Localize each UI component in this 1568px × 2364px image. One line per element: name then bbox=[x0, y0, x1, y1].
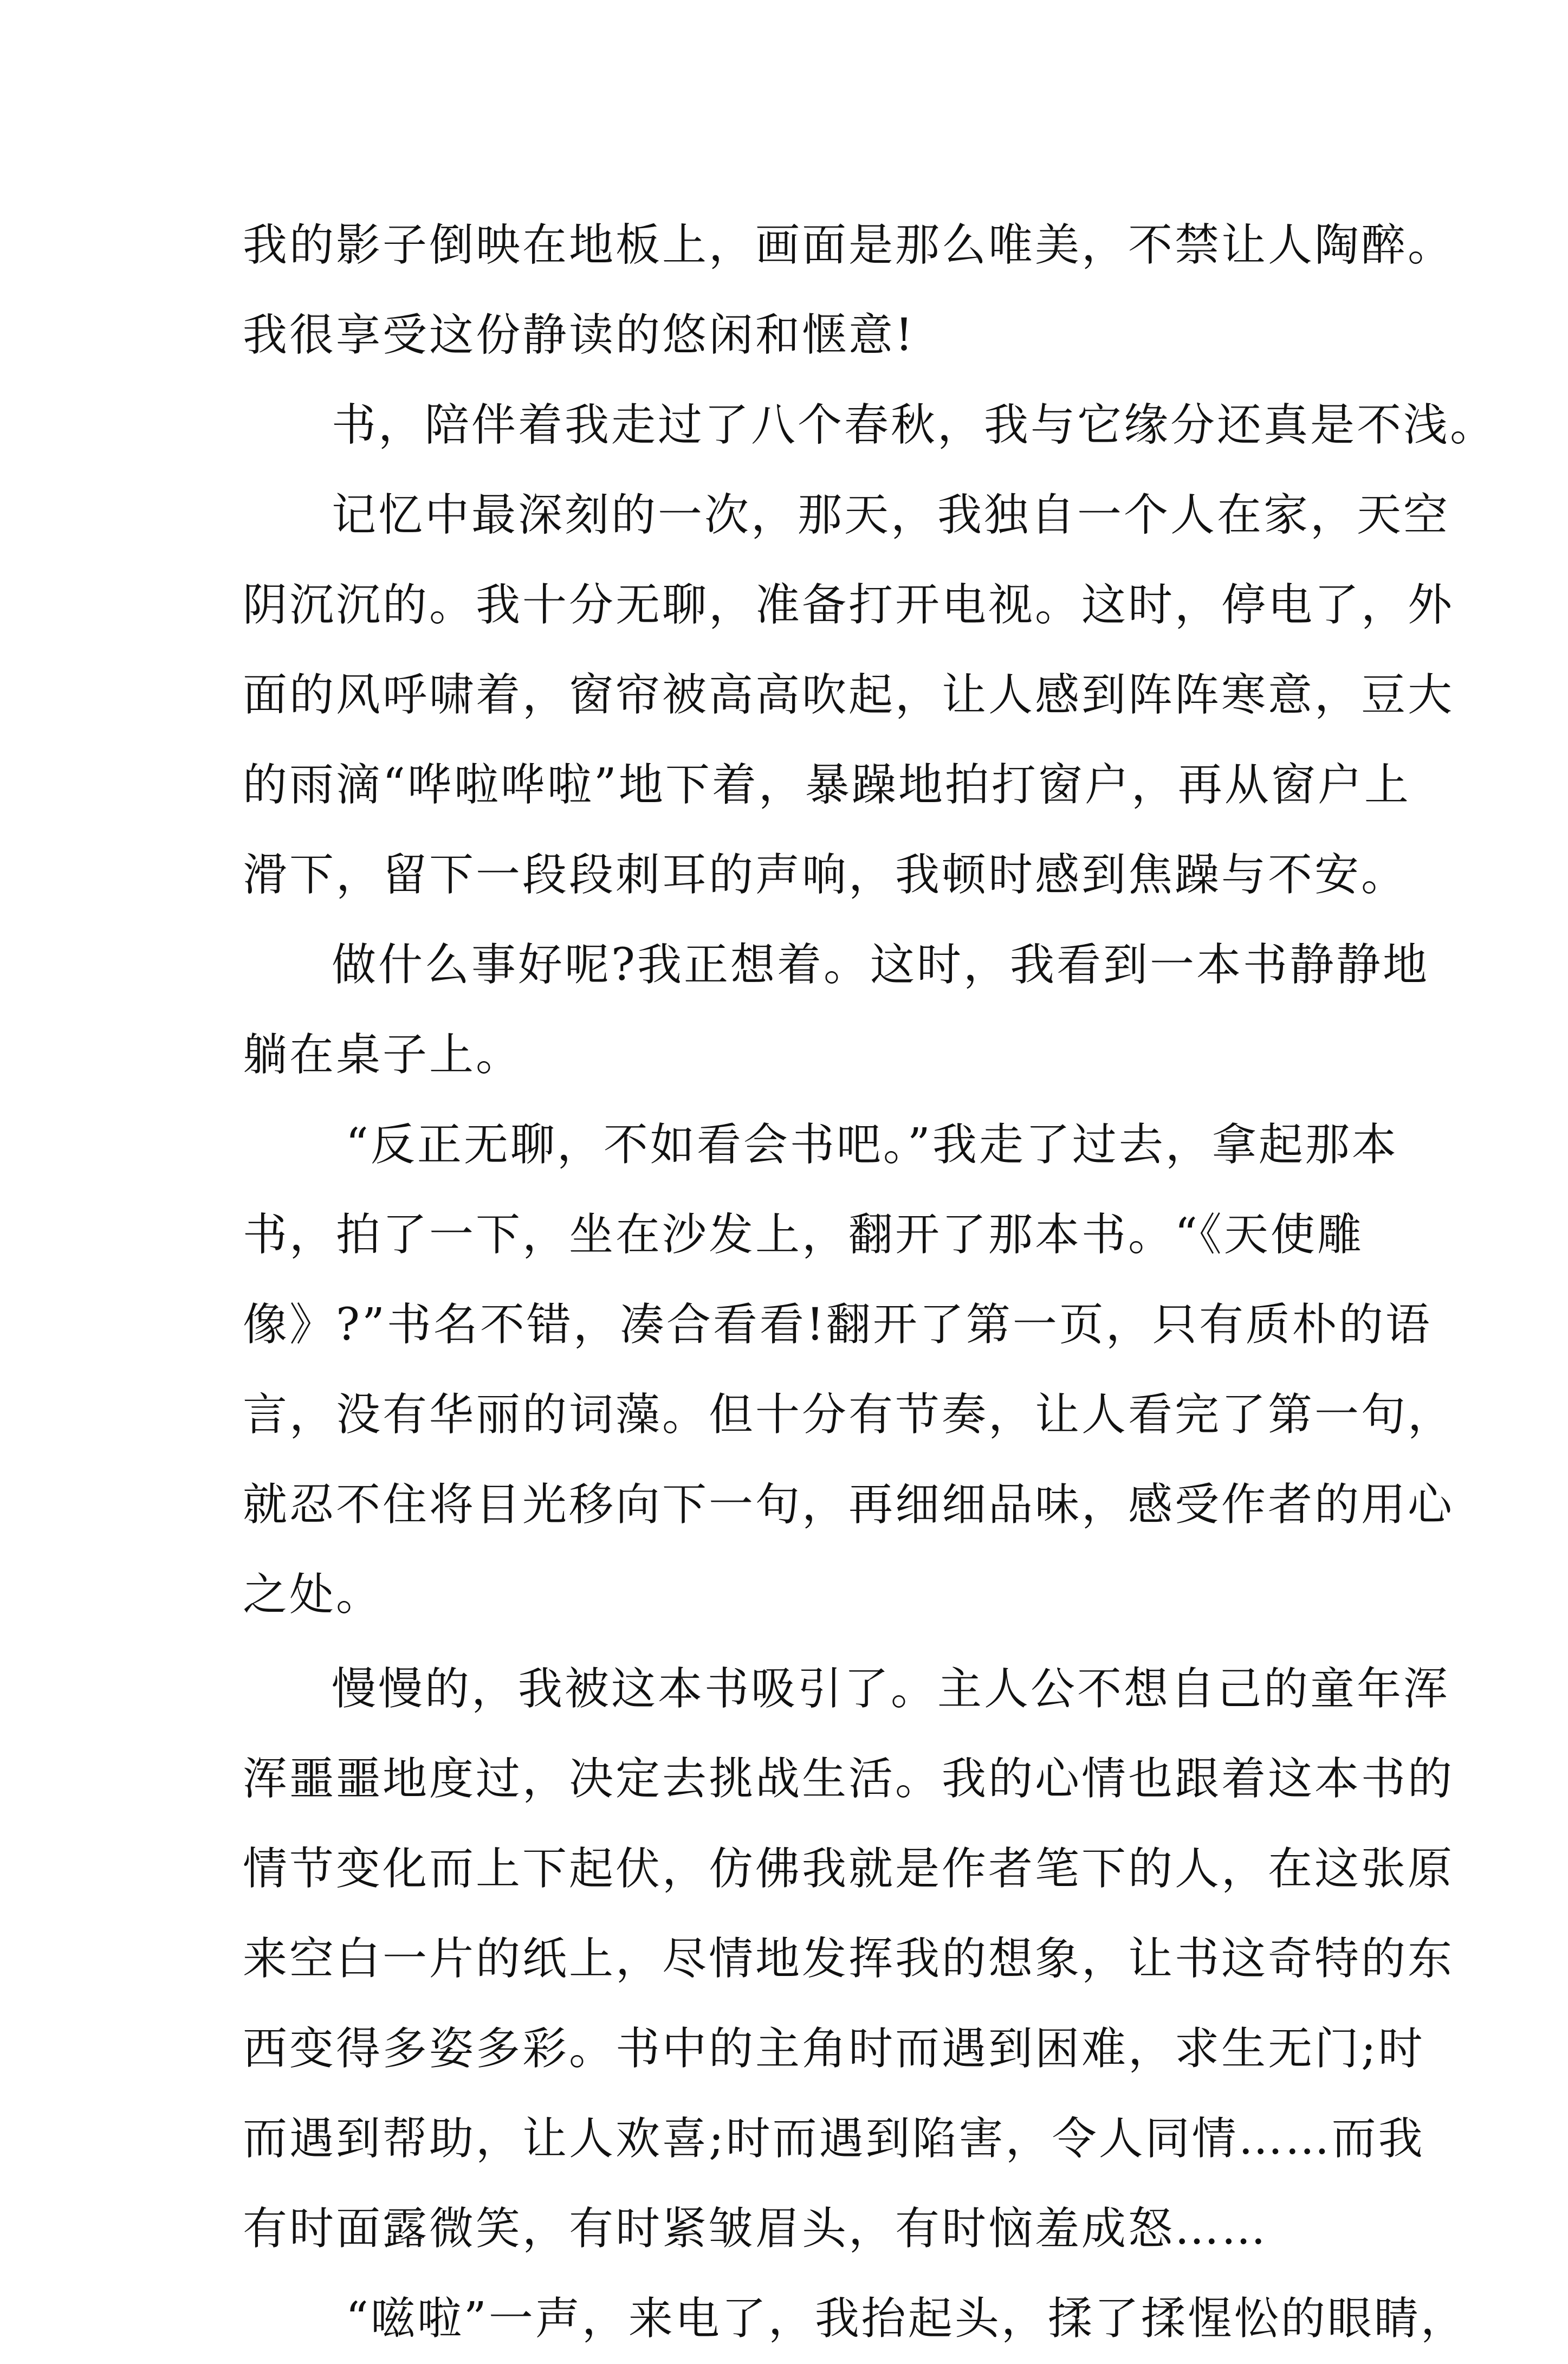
document-body bbox=[243, 201, 1497, 2364]
text-line: 躺在桌子上。 bbox=[243, 1029, 523, 1081]
paragraph-start-line: “嗞啦”一声，来电了，我抬起头，揉了揉惺忪的眼睛， bbox=[346, 2293, 1467, 2344]
paragraph-start-line: 慢慢的，我被这本书吸引了。主人公不想自己的童年浑 bbox=[332, 1663, 1450, 1715]
text-line: 的雨滴“哗啦哗啦”地下着，暴躁地拍打窗户，再从窗户上 bbox=[243, 759, 1411, 811]
text-line: 像》?”书名不错，凑合看看!翻开了第一页，只有质朴的语 bbox=[243, 1299, 1432, 1351]
text-line: 情节变化而上下起伏，仿佛我就是作者笔下的人，在这张原 bbox=[243, 1843, 1455, 1895]
text-line: 我的影子倒映在地板上，画面是那么唯美，不禁让人陶醉。 bbox=[243, 219, 1455, 271]
text-line: 来空白一片的纸上，尽情地发挥我的想象，让书这奇特的东 bbox=[243, 1933, 1455, 1985]
text-line: 阴沉沉的。我十分无聊，准备打开电视。这时，停电了，外 bbox=[243, 579, 1455, 631]
text-line: 滑下，留下一段段刺耳的声响，我顿时感到焦躁与不安。 bbox=[243, 849, 1408, 901]
text-line: 言，没有华丽的词藻。但十分有节奏，让人看完了第一句， bbox=[243, 1389, 1455, 1441]
text-line: 有时面露微笑，有时紧皱眉头，有时恼羞成怒…… bbox=[243, 2203, 1268, 2255]
paragraph-start-line: 记忆中最深刻的一次，那天，我独自一个人在家，天空 bbox=[332, 489, 1450, 541]
text-line: 西变得多姿多彩。书中的主角时而遇到困难，求生无门;时 bbox=[243, 2023, 1425, 2075]
text-line: 之处。 bbox=[243, 1569, 383, 1620]
text-line: 浑噩噩地度过，决定去挑战生活。我的心情也跟着这本书的 bbox=[243, 1753, 1455, 1805]
paragraph-start-line: 做什么事好呢?我正想着。这时，我看到一本书静静地 bbox=[332, 939, 1429, 991]
paragraph-start-line: 书，陪伴着我走过了八个春秋，我与它缘分还真是不浅。 bbox=[332, 399, 1497, 451]
text-line: 就忍不住将目光移向下一句，再细细品味，感受作者的用心 bbox=[243, 1479, 1455, 1530]
text-line: 而遇到帮助，让人欢喜;时而遇到陷害，令人同情……而我 bbox=[243, 2113, 1425, 2165]
paragraph-start-line: “反正无聊，不如看会书吧。”我走了过去，拿起那本 bbox=[346, 1119, 1398, 1171]
text-line: 我很享受这份静读的悠闲和惬意! bbox=[243, 309, 915, 361]
text-line: 书，拍了一下，坐在沙发上，翻开了那本书。“《天使雕 bbox=[243, 1209, 1364, 1261]
text-line: 面的风呼啸着，窗帘被高高吹起，让人感到阵阵寒意，豆大 bbox=[243, 669, 1455, 721]
